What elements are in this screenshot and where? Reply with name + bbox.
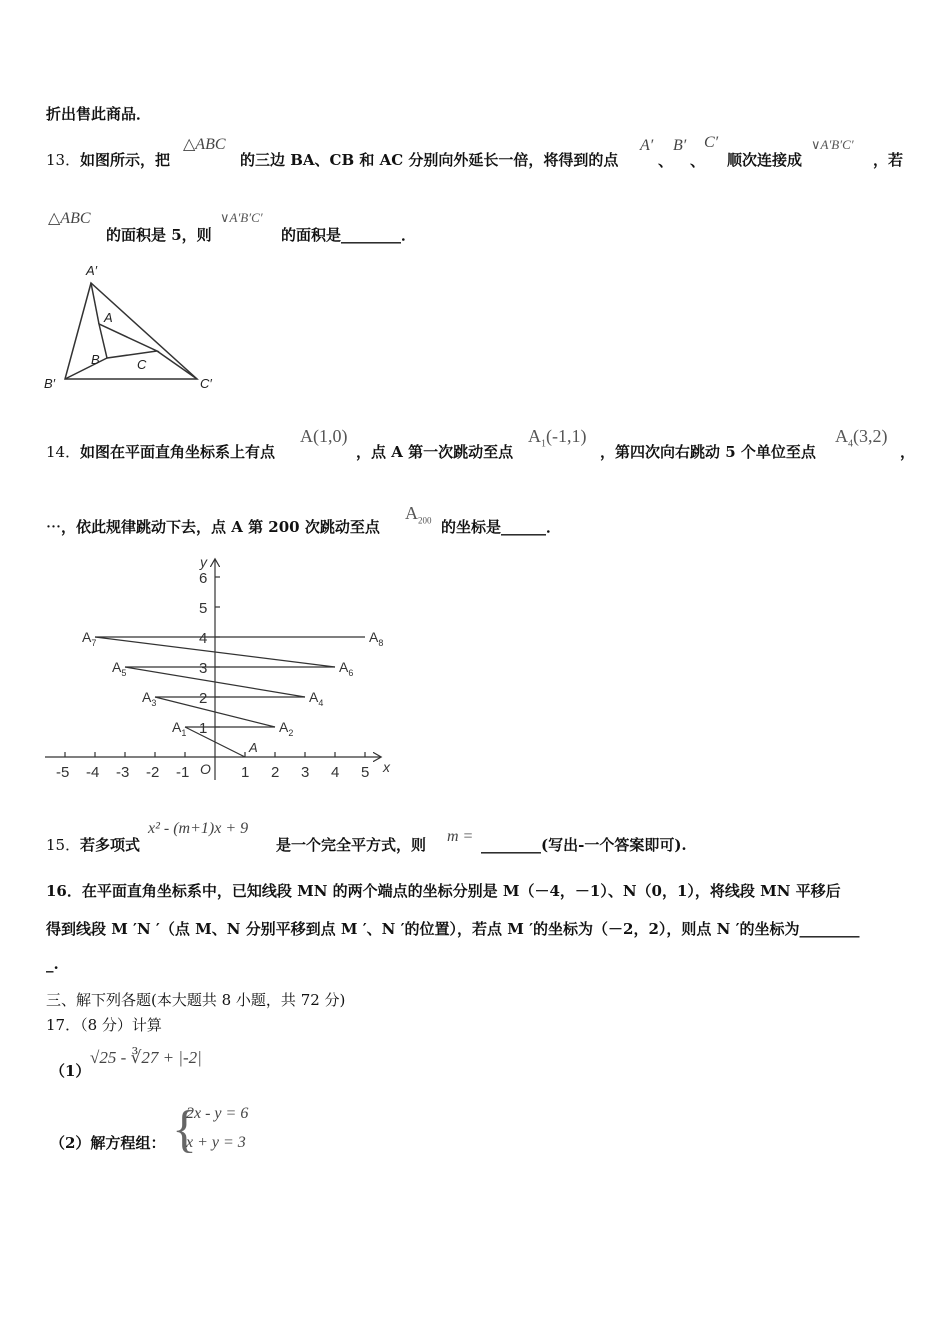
q17-part1-expression: √25 - ∛27 + |-2| — [90, 1048, 202, 1067]
q13-sep-1: 、 — [658, 152, 674, 170]
q16-line-3: _. — [46, 955, 59, 973]
point-label: $A_5$ — [112, 659, 127, 678]
x-tick-label: -4 — [86, 764, 100, 781]
q13-number: 13． — [46, 151, 81, 169]
q15-text-1: 若多项式 — [80, 836, 141, 854]
x-tick-label: 3 — [301, 764, 310, 781]
point-label: $A_8$ — [369, 629, 384, 648]
x-tick-label: -2 — [146, 764, 160, 781]
point-label: $A_6$ — [339, 659, 354, 678]
section-3-heading: 三、解下列各题(本大题共 8 小题，共 72 分) — [46, 991, 346, 1009]
q13-triangle-prime-2: ∨A′B′C′ — [220, 210, 263, 225]
q16-line-2: 得到线段 M ′N ′（点 M、N 分别平移到点 M ′、N ′的位置），若点 M ′的坐标为（－2，2），则点 N ′的坐标为________ — [46, 920, 860, 938]
q13-text-1: 如图所示，把 — [80, 151, 171, 169]
q17-equation-2: x + y = 3 — [186, 1134, 246, 1151]
point-label: A — [249, 740, 258, 755]
point-label: $A_4$ — [309, 689, 324, 708]
q14-text-6: 的坐标是______． — [441, 518, 562, 536]
label-b-prime: B′ — [44, 376, 56, 391]
label-a-prime: A′ — [86, 263, 98, 278]
q13-point-b-prime: B′ — [673, 137, 687, 154]
q12-tail: 折出售此商品． — [46, 105, 152, 123]
q15-polynomial: x² - (m+1)x + 9 — [148, 820, 249, 837]
q13-triangle-figure — [40, 258, 230, 398]
q13-text-4: ，若 — [873, 151, 904, 169]
q14-text-3: ，第四次向右跳动 5 个单位至点 — [600, 443, 816, 461]
q13-text-5: 的面积是 5，则 — [106, 226, 212, 244]
q15-text-3: ________(写出-一个答案即可). — [481, 836, 687, 854]
segment-b-bprime — [65, 358, 107, 379]
x-tick-label: 2 — [271, 764, 280, 781]
q17-part2-label: （2）解方程组： — [50, 1134, 166, 1152]
label-c-prime: C′ — [200, 376, 212, 391]
q15-text-2: 是一个完全平方式，则 — [276, 836, 427, 854]
inner-triangle — [99, 324, 157, 358]
q14-point-a4: $A_4(3,2)$ — [835, 426, 888, 450]
q13-triangle-abc: △ABC — [183, 136, 226, 153]
x-tick-label: 4 — [331, 764, 340, 781]
point-label: $A_2$ — [279, 719, 294, 738]
q13-point-a-prime: A′ — [640, 137, 654, 154]
y-tick-label: 6 — [199, 570, 208, 587]
q14-number: 14． — [46, 443, 81, 461]
label-c: C — [137, 357, 147, 372]
y-axis-label: y — [200, 554, 207, 570]
x-tick-label: 5 — [361, 764, 370, 781]
x-tick-label: -5 — [56, 764, 70, 781]
q15-m-equals: m = — [447, 828, 474, 845]
y-tick-label: 5 — [199, 600, 208, 617]
q16-line-1: 16．在平面直角坐标系中，已知线段 MN 的两个端点的坐标分别是 M（－4，－1）、N（0，1），将线段 MN 平移后 — [46, 882, 841, 900]
x-tick-label: -3 — [116, 764, 130, 781]
q17-equation-1: 2x - y = 6 — [186, 1105, 249, 1122]
x-tick-label: 1 — [241, 764, 250, 781]
q13-sep-2: 、 — [690, 152, 706, 170]
point-label: $A_3$ — [142, 689, 157, 708]
y-tick-label: 3 — [199, 660, 208, 677]
label-b: B — [91, 352, 100, 367]
q13-triangle-prime: ∨A′B′C′ — [811, 137, 854, 152]
y-tick-label: 1 — [199, 720, 208, 737]
origin-label: O — [200, 761, 211, 777]
q13-triangle-abc-2: △ABC — [48, 210, 91, 227]
q14-text-2: ，点 A 第一次跳动至点 — [356, 443, 514, 461]
q14-text-5: ⋯，依此规律跳动下去，点 A 第 200 次跳动至点 — [46, 518, 380, 536]
q17-title: 17．（8 分）计算 — [46, 1016, 162, 1034]
q14-point-a200: $A_{200}$ — [405, 503, 432, 526]
point-label: $A_7$ — [82, 629, 97, 648]
q13-text-2: 的三边 BA、CB 和 AC 分别向外延长一倍，将得到的点 — [240, 151, 619, 169]
point-label: $A_1$ — [172, 719, 187, 738]
segment-c-cprime — [157, 351, 197, 379]
q13-point-c-prime: C′ — [704, 134, 719, 151]
q14-coordinate-graph — [40, 552, 400, 787]
q14-point-a: A(1,0) — [300, 426, 348, 446]
brace-icon: { — [172, 1101, 197, 1158]
q13-text-3: 顺次连接成 — [727, 151, 803, 169]
x-axis-label: x — [383, 759, 390, 775]
y-tick-label: 4 — [199, 630, 208, 647]
q13-text-6: 的面积是________． — [281, 226, 417, 244]
x-tick-label: -1 — [176, 764, 190, 781]
label-a: A — [104, 310, 113, 325]
y-tick-label: 2 — [199, 690, 208, 707]
q17-part1-label: （1） — [50, 1062, 91, 1080]
q15-number: 15． — [46, 836, 81, 854]
q14-text-1: 如图在平面直角坐标系上有点 — [80, 443, 276, 461]
q14-point-a1: $A_1(-1,1)$ — [528, 426, 587, 450]
q14-text-4: ， — [900, 443, 916, 461]
